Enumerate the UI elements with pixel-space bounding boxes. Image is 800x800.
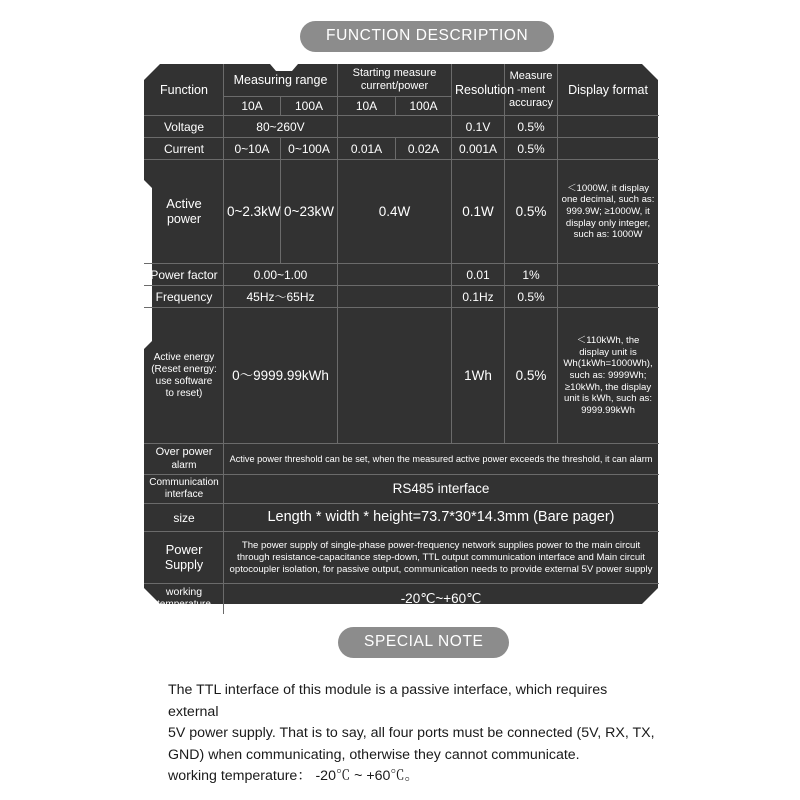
row-label-active-energy-line2: (Reset energy: — [151, 363, 217, 375]
over-power-alarm-value: Active power threshold can be set, when the measured active power exceeds the threshold, it can alarm — [224, 444, 659, 475]
power-factor-accuracy: 1% — [505, 264, 558, 286]
power-supply-value: The power supply of single-phase power-frequency network supplies power to the main circuit through resistance-capacitance step-down, TTL output communication interface and Main circuit optocoupler isolation, for passive output, communication needs to provide external 5V power supply — [224, 532, 659, 584]
table-row-active-power — [145, 160, 659, 264]
special-note-body — [168, 680, 658, 788]
size-value: Length * width * height=73.7*30*14.3mm (Bare pager) — [224, 504, 659, 532]
current-resolution: 0.001A — [452, 138, 505, 160]
row-label-active-energy — [145, 308, 224, 444]
row-label-active-energy-line1: Active energy — [153, 351, 215, 363]
row-label-power-supply — [145, 532, 224, 584]
working-temperature-value: -20℃~+60℃ — [224, 584, 659, 614]
voltage-accuracy: 0.5% — [505, 116, 558, 138]
active-energy-accuracy: 0.5% — [505, 308, 558, 444]
row-label-working-temperature — [145, 584, 224, 614]
current-range-10a: 0~10A — [224, 138, 281, 160]
row-label-active-power — [145, 160, 224, 264]
current-start-100a: 0.02A — [396, 138, 452, 160]
row-label-active-power-line1: Active — [166, 196, 202, 212]
header-measurement-accuracy-line3: accuracy — [509, 96, 554, 109]
section-badge-function-description: FUNCTION DESCRIPTION — [300, 21, 554, 52]
row-label-size: size — [145, 504, 224, 532]
table-row-current — [145, 138, 659, 160]
header-start-100a: 100A — [396, 96, 452, 116]
table-row-over-power-alarm — [145, 444, 659, 475]
current-start-10a: 0.01A — [338, 138, 396, 160]
specification-table — [144, 64, 659, 614]
row-label-active-energy-line3: use software — [155, 375, 213, 387]
header-display-format: Display format — [558, 65, 659, 116]
table-header-row-primary — [145, 65, 659, 97]
header-function: Function — [145, 65, 224, 116]
table-row-size — [145, 504, 659, 532]
active-energy-starting — [338, 308, 452, 444]
active-energy-resolution: 1Wh — [452, 308, 505, 444]
header-start-10a: 10A — [338, 96, 396, 116]
active-power-resolution: 0.1W — [452, 160, 505, 264]
active-power-display-format: ＜1000W, it display one decimal, such as: 999.9W; ≥1000W, it display only integer, such as: 1000W — [558, 160, 659, 264]
row-label-over-power-alarm-line1: Over power — [155, 446, 213, 459]
power-factor-starting — [338, 264, 452, 286]
header-measurement-accuracy-line2: -ment — [516, 83, 546, 96]
current-accuracy: 0.5% — [505, 138, 558, 160]
active-power-starting: 0.4W — [338, 160, 452, 264]
row-label-power-supply-line1: Power — [165, 542, 203, 558]
section-badge-special-note: SPECIAL NOTE — [338, 627, 509, 658]
header-starting-measure: Starting measure current/power — [338, 65, 452, 97]
table-row-power-factor — [145, 264, 659, 286]
special-note-line-1: The TTL interface of this module is a passive interface, which requires external — [168, 682, 608, 720]
frequency-display-format — [558, 286, 659, 308]
table-row-working-temperature — [145, 584, 659, 614]
row-label-active-energy-line4: to reset) — [165, 388, 203, 400]
active-energy-display-format: ＜110kWh, the display unit is Wh(1kWh=1000Wh), such as: 9999Wh; ≥10kWh, the display unit is kWh, such as: 9999.99kWh — [558, 308, 659, 444]
row-label-power-factor: Power factor — [145, 264, 224, 286]
row-label-working-temperature-line1: working — [165, 586, 203, 599]
row-label-over-power-alarm — [145, 444, 224, 475]
voltage-display-format — [558, 116, 659, 138]
header-measuring-range: Measuring range — [224, 65, 338, 97]
frequency-starting — [338, 286, 452, 308]
voltage-measuring-range: 80~260V — [224, 116, 338, 138]
header-measurement-accuracy-line1: Measure — [509, 70, 553, 83]
table-row-communication-interface — [145, 475, 659, 504]
special-note-line-4: working temperature： -20℃ ~ +60℃。 — [168, 768, 419, 785]
voltage-starting-measure — [338, 116, 452, 138]
voltage-resolution: 0.1V — [452, 116, 505, 138]
row-label-frequency: Frequency — [145, 286, 224, 308]
header-resolution: Resolution — [452, 65, 505, 116]
table-row-active-energy — [145, 308, 659, 444]
active-power-range-10a: 0~2.3kW — [224, 160, 281, 264]
power-factor-range: 0.00~1.00 — [224, 264, 338, 286]
header-range-100a: 100A — [281, 96, 338, 116]
row-label-over-power-alarm-line2: alarm — [171, 459, 197, 471]
row-label-communication-interface — [145, 475, 224, 504]
power-factor-resolution: 0.01 — [452, 264, 505, 286]
special-note-line-3: GND) when communicating, otherwise they cannot communicate. — [168, 746, 580, 763]
header-range-10a: 10A — [224, 96, 281, 116]
power-factor-display-format — [558, 264, 659, 286]
frequency-range: 45Hz～65Hz — [224, 286, 338, 308]
current-range-100a: 0~100A — [281, 138, 338, 160]
row-label-communication-interface-line2: interface — [164, 489, 204, 501]
row-label-working-temperature-line2: temperature — [157, 599, 211, 611]
row-label-communication-interface-line1: Communication — [149, 477, 219, 489]
active-power-accuracy: 0.5% — [505, 160, 558, 264]
row-label-voltage: Voltage — [145, 116, 224, 138]
active-energy-range: 0～9999.99kWh — [224, 308, 338, 444]
row-label-current: Current — [145, 138, 224, 160]
current-display-format — [558, 138, 659, 160]
row-label-active-power-line2: power — [166, 212, 202, 227]
table-row-power-supply — [145, 532, 659, 584]
communication-interface-value: RS485 interface — [224, 475, 659, 504]
active-power-range-100a: 0~23kW — [281, 160, 338, 264]
specification-table-container — [144, 64, 658, 611]
table-row-frequency — [145, 286, 659, 308]
frequency-accuracy: 0.5% — [505, 286, 558, 308]
table-row-voltage — [145, 116, 659, 138]
special-note-line-2: 5V power supply. That is to say, all four ports must be connected (5V, RX, TX, — [168, 725, 655, 742]
frequency-resolution: 0.1Hz — [452, 286, 505, 308]
row-label-power-supply-line2: Supply — [164, 558, 204, 573]
